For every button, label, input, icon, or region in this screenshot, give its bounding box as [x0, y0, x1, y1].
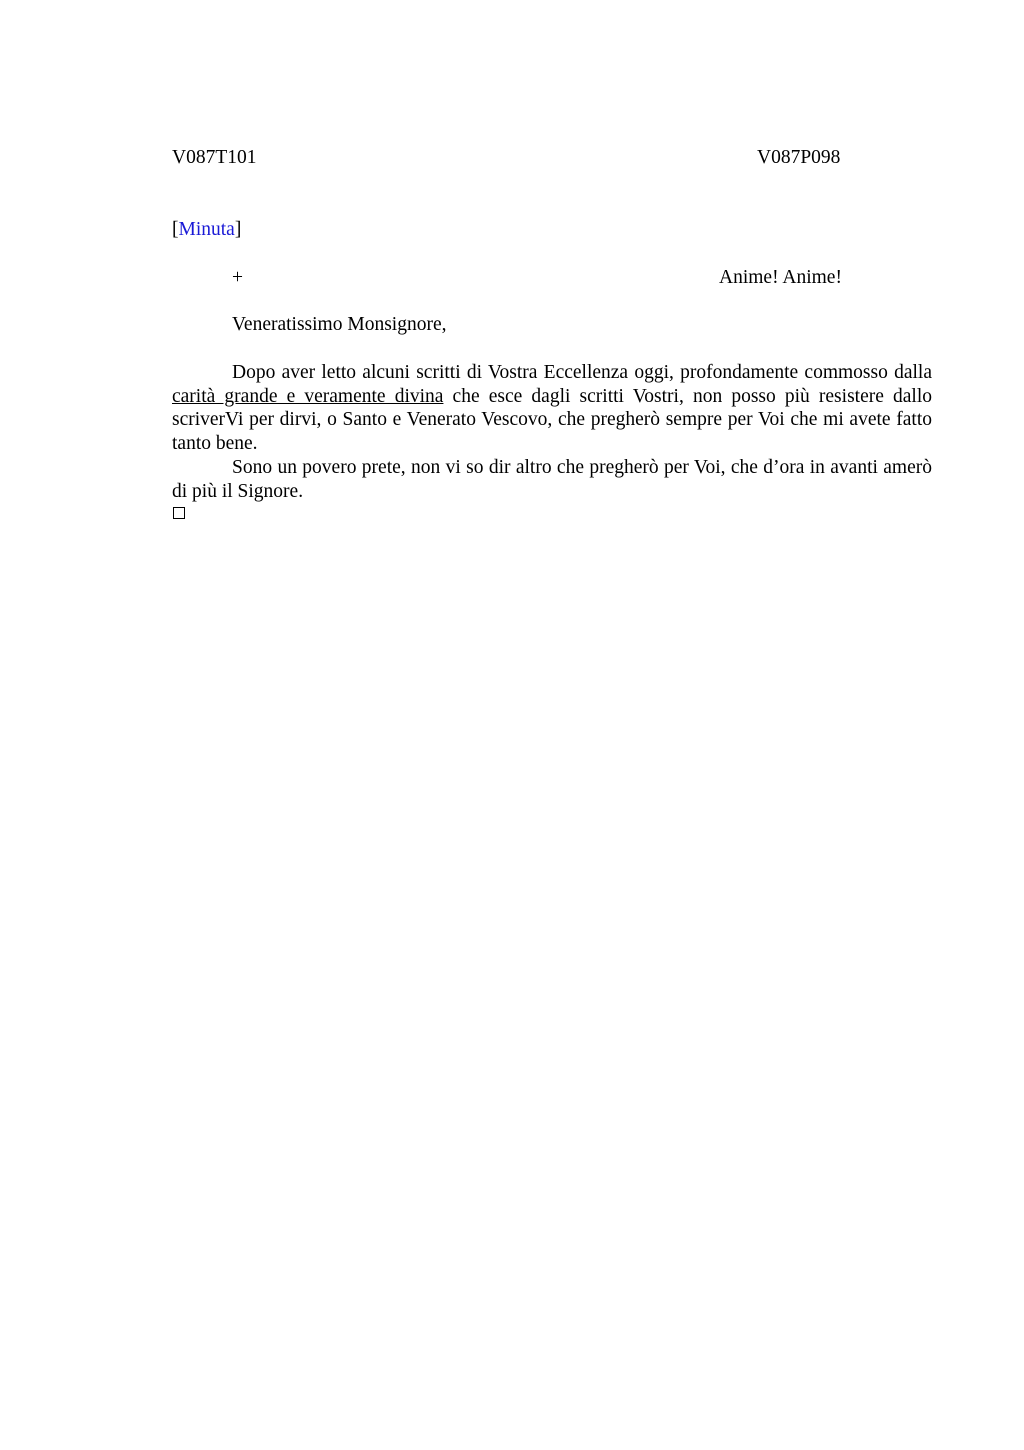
minuta-close-bracket: ]: [234, 219, 242, 240]
paragraph-1-end: che esce dagli scritti Vostri, non posso più resistere dallo scriverVi per dirvi, o Santo e Venerato Vescovo, che pregherò sempre per Voi che mi avete fatto tanto bene.: [172, 385, 932, 455]
salutation: Veneratissimo Monsignore,: [232, 314, 447, 335]
paragraph-2: Sono un povero prete, non vi so dir altro che pregherò per Voi, che d’ora in avanti amerò di più il Signore.: [172, 456, 932, 502]
minuta-label: [172, 218, 241, 242]
cross-symbol: +: [232, 267, 243, 288]
document-code-left: V087T101: [172, 147, 257, 168]
paragraph-1-start: Dopo aver letto alcuni scritti di Vostra Eccellenza oggi, profondamente commosso dalla: [232, 362, 932, 383]
document-code-right: V087P098: [757, 147, 841, 168]
letter-body: [172, 361, 932, 503]
paragraph-1: [172, 361, 932, 456]
underlined-phrase: carità grande e veramente divina: [172, 385, 444, 407]
minuta-link[interactable]: Minuta: [178, 219, 235, 240]
minuta-open-bracket: [: [172, 219, 179, 240]
empty-square-icon: [173, 507, 185, 519]
motto-text: Anime! Anime!: [719, 267, 842, 288]
